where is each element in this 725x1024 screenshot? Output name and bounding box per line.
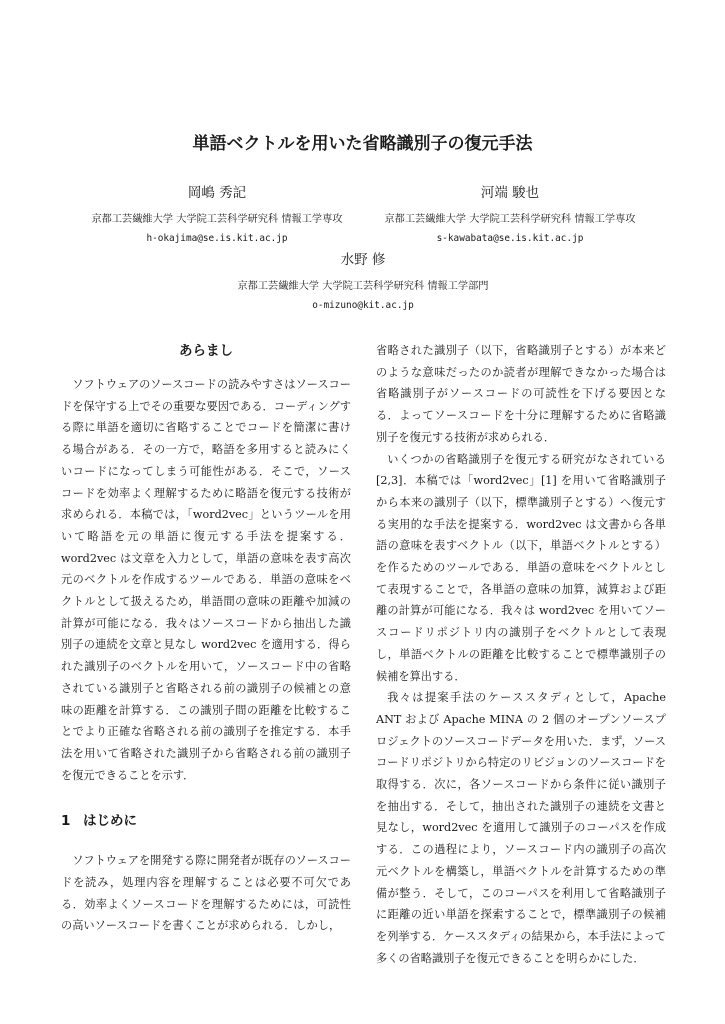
- abstract-heading: あらまし: [179, 343, 233, 359]
- author-email: s-kawabata@se.is.kit.ac.jp: [436, 233, 584, 244]
- author-name: 河端 駿也: [480, 185, 540, 201]
- author-name: 岡嶋 秀記: [187, 185, 247, 201]
- body-paragraph: 我々は提案手法のケーススタディとして，Apache ANT および Apache MINA の 2 個のオープンソースプロジェクトのソースコードデータを用いた．まず，ソースコードリポジトリから特定のリビジョンのソースコードを取得する．次に，各ソースコードから条件に従い識別子を抽出する．そして，抽出された識別子の連続を文書と見なし，word2vec を適用して識別子のコーパスを作成する．この過程により，ソースコード内の識別子の高次元ベクトルを構築し，単語ベクトルを計算するための準備が整う．そして，このコーパスを利用して省略識別子に距離の近い単語を探索することで，標準識別子の候補を列挙する．ケーススタディの結果から，本手法によって多くの省略識別子を復元できることを明らかにした．: [376, 691, 666, 965]
- abstract-text: ソフトウェアのソースコードの読みやすさはソースコードを保守する上でその重要な要因である．コーディングする際に単語を適切に省略することでコードを簡潔に書ける場合がある．その一方で，略語を多用すると読みにくいコードになってしまう可能性がある．そこで，ソースコードを効率よく理解するために略語を復元する技術が求められる．本稿では，「word2vec」というツールを用いて略語を元の単語に復元する手法を提案する．word2vec は文章を入力として，単語の意味を表す高次元のベクトルを作成するツールである．単語の意味をベクトルとして扱えるため，単語間の意味の距離や加減の計算が可能になる．我々はソースコードから抽出した識別子の連続を文章と見なし word2vec を適用する．得られた識別子のベクトルを用いて，ソースコード中の省略されている識別子と省略される前の識別子の候補との意味の距離を計算する．この識別子間の距離を比較することでより正確な省略される前の識別子を推定する．本手法を用いて省略された識別子から省略される前の識別子を復元できることを示す．: [61, 378, 351, 782]
- body-paragraph-continued: 省略された識別子（以下，省略識別子とする）が本来どのような意味だったのか読者が理解できなかった場合は省略識別子がソースコードの可読性を下げる要因となる．よってソースコードを十分に理解するために省略識別子を復元する技術が求められる．: [376, 344, 666, 444]
- author-block-2: [355, 181, 665, 244]
- section-number: 1: [61, 813, 71, 830]
- author-email: h-okajima@se.is.kit.ac.jp: [146, 233, 288, 244]
- section-heading: [61, 810, 351, 832]
- author-affiliation: 京都工芸繊維大学 大学院工芸科学研究科 情報工学専攻: [384, 214, 636, 225]
- author-affiliation: 京都工芸繊維大学 大学院工芸科学研究科 情報工学部門: [237, 281, 489, 292]
- paper-title: 単語ベクトルを用いた省略識別子の復元手法: [192, 134, 533, 154]
- body-paragraph: いくつかの省略識別子を復元する研究がなされている [2,3]．本稿では「word2vec」[1] を用いて省略識別子から本来の識別子（以下，標準識別子とする）へ復元する実用的な手法を提案する．word2vec は文書から各単語の意味を表すベクトル（以下，単語ベクトルとする）を作るためのツールである．単語の意味をベクトルとして表現することで，各単語の意味の加算，減算および距離の計算が可能になる．我々は word2vec を用いてソースコードリポジトリ内の識別子をベクトルとして表現し，単語ベクトルの距離を比較することで標準識別子の候補を算出する．: [376, 452, 666, 683]
- left-column: [61, 340, 351, 937]
- author-block-3: [158, 248, 568, 311]
- body-paragraph: ソフトウェアを開発する際に開発者が既存のソースコードを読み，処理内容を理解することは必要不可欠である．効率よくソースコードを理解するためには，可読性の高いソースコードを書くことが求められる．しかし，: [61, 854, 351, 933]
- section-title: はじめに: [83, 813, 137, 830]
- right-column: [376, 340, 666, 969]
- author-email: o-mizuno@kit.ac.jp: [312, 300, 414, 311]
- author-block-1: [62, 181, 372, 244]
- author-name: 水野 修: [340, 252, 386, 268]
- author-affiliation: 京都工芸繊維大学 大学院工芸科学研究科 情報工学専攻: [91, 214, 343, 225]
